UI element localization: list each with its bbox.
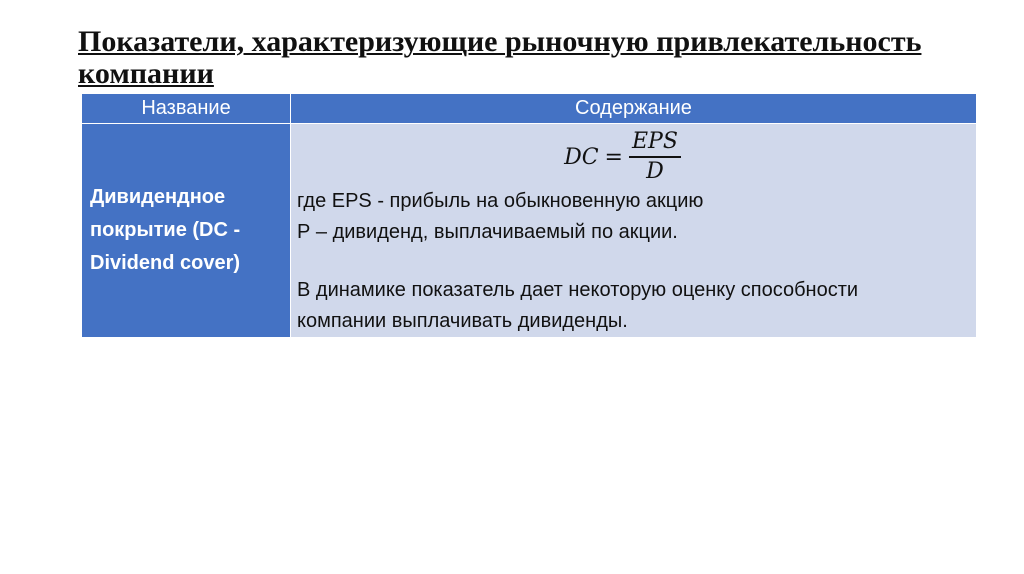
slide-title: Показатели, характеризующие рыночную привлекательность компании [78,25,922,90]
indicators-table [81,93,977,338]
header-content: Содержание [291,94,977,124]
formula-equals: = [604,144,623,170]
definition-dividend: Р – дивиденд, выплачиваемый по акции. [297,221,678,243]
definition-eps: где EPS - прибыль на обыкновенную акцию [297,190,704,212]
formula-numerator: EPS [631,129,678,154]
formula-fraction [629,129,681,185]
dc-formula [277,128,968,186]
fraction-bar [629,156,681,158]
indicator-content [291,124,977,338]
paragraph-gap [297,248,968,275]
table-header-row [82,94,977,124]
paragraph-line-1: В динамике показатель дает некоторую оценку способности [297,279,859,301]
header-name: Название [82,94,291,124]
formula-denominator: D [646,159,664,184]
table-row [82,124,977,338]
paragraph-line-2: компании выплачивать дивиденды. [297,310,628,332]
indicator-name: Дивидендное покрытие (DC - Dividend cover) [82,124,291,338]
formula-lhs: DC [564,144,599,170]
